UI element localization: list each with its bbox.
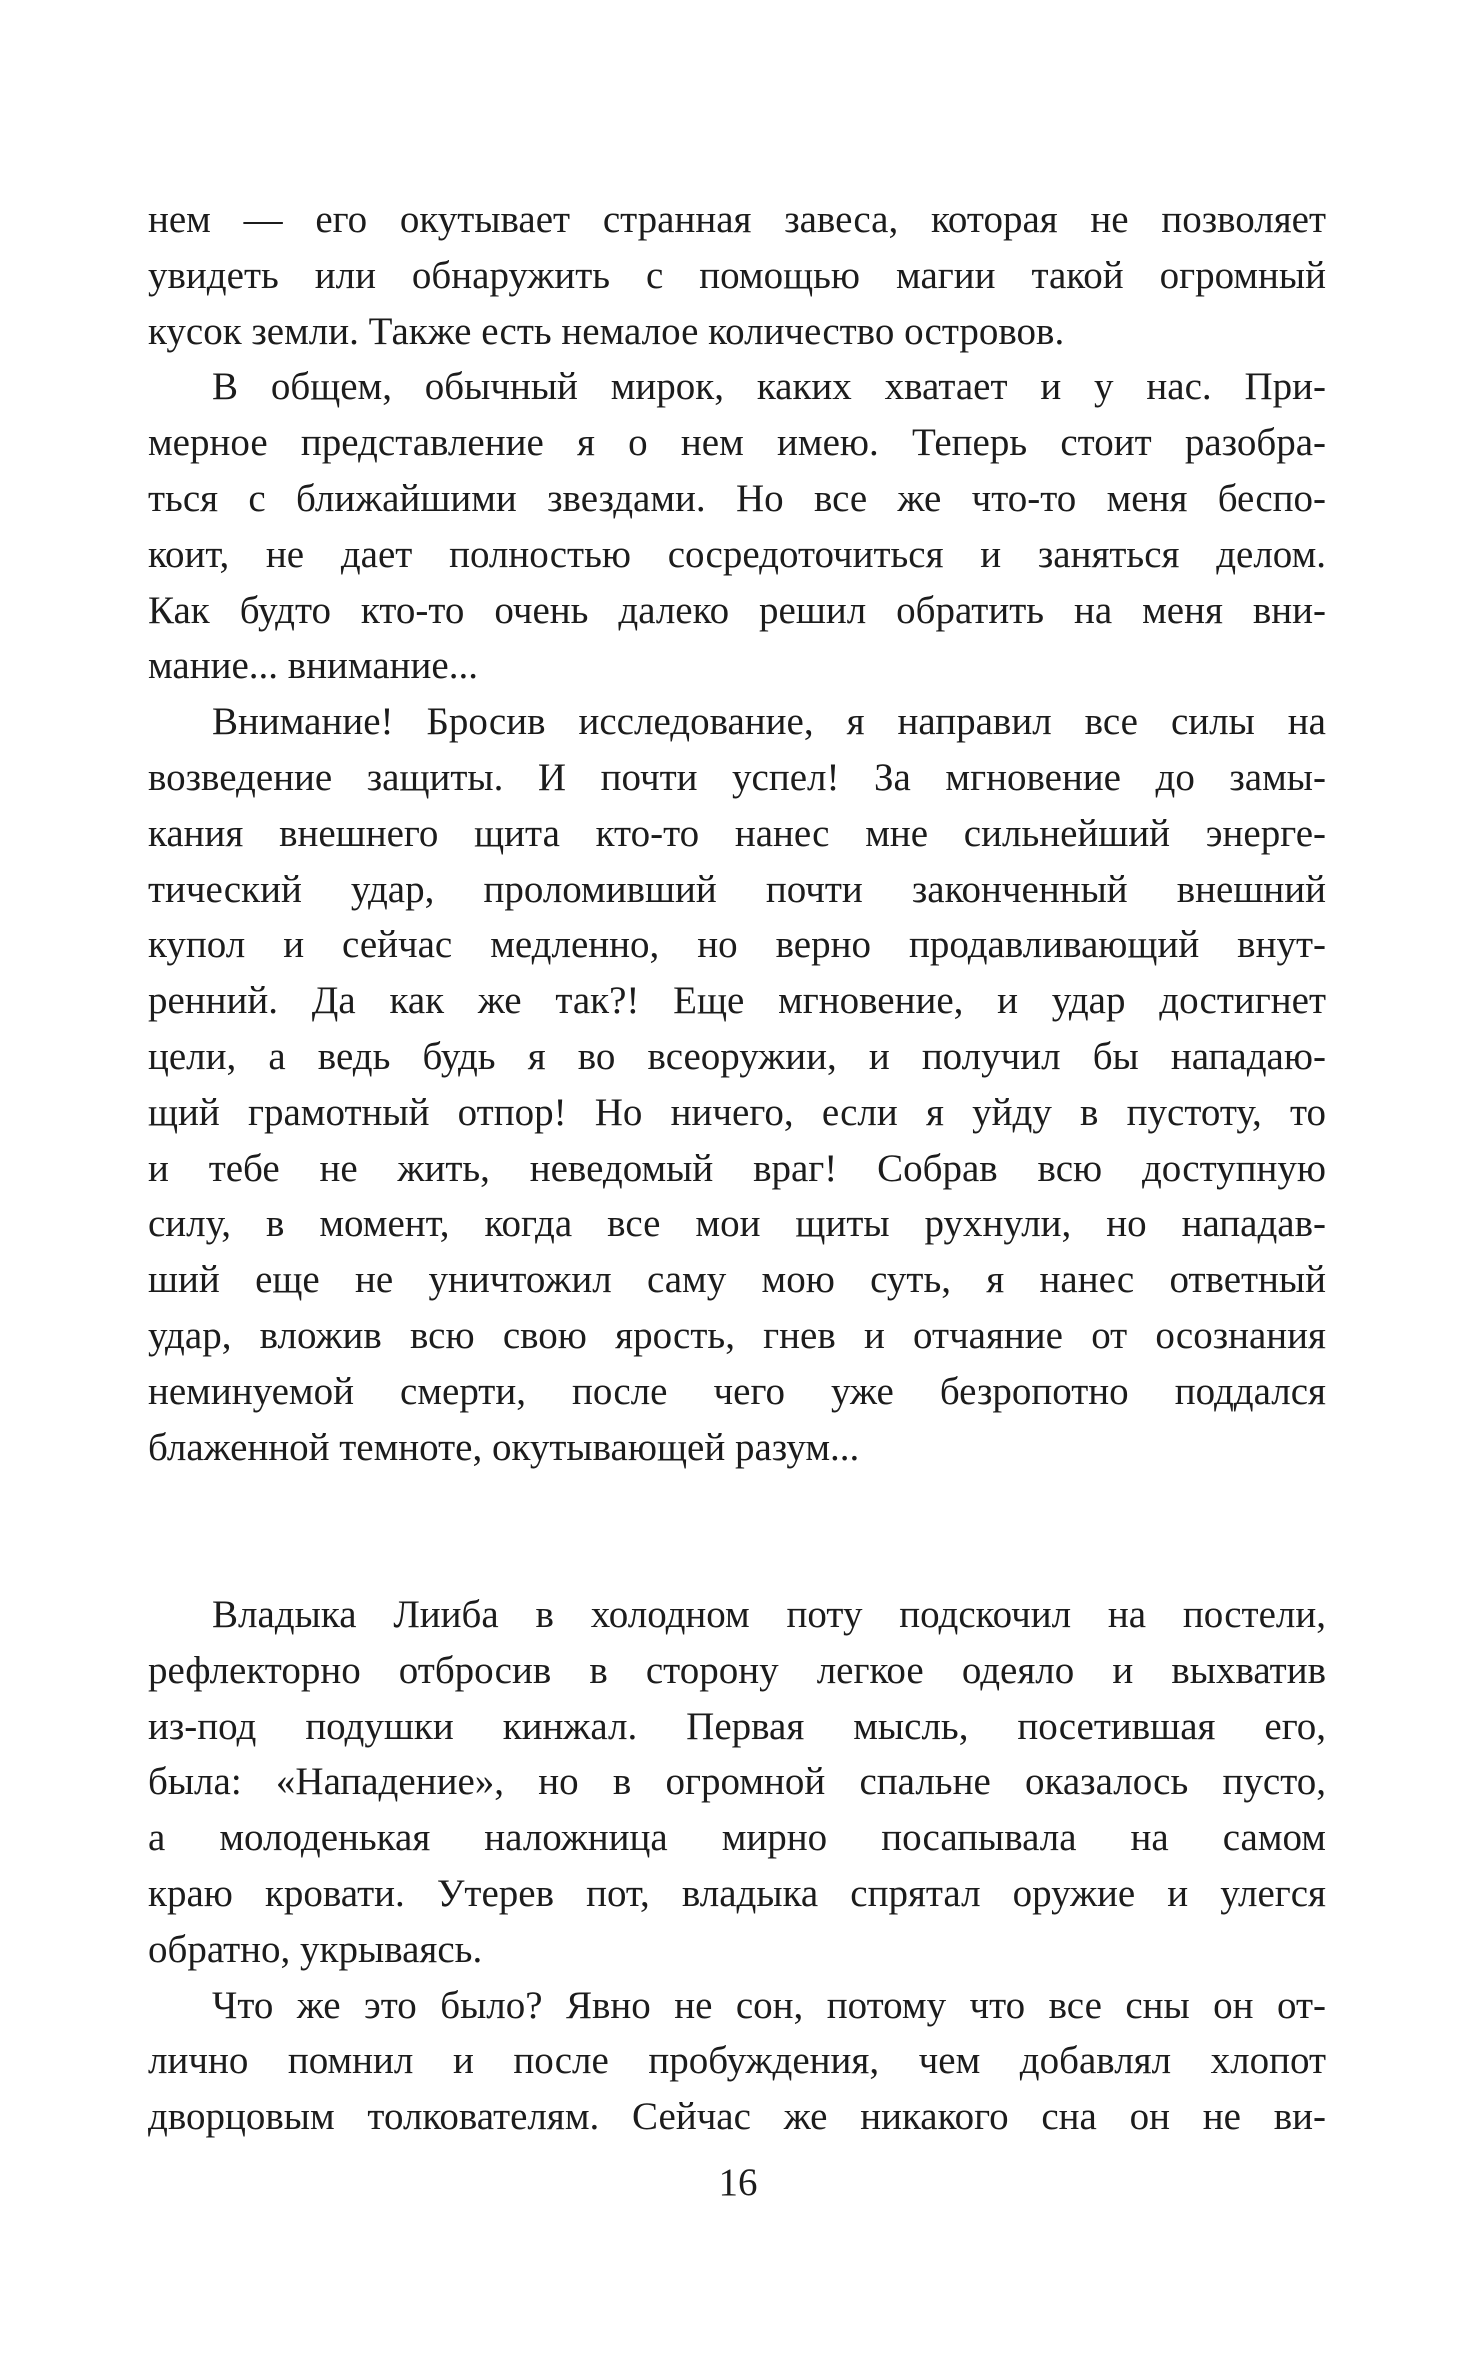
text-line: Как будто кто-то очень далеко решил обратить на меня вни-	[148, 588, 1326, 632]
text-line: дворцовым толкователям. Сейчас же никакого сна он не ви-	[148, 2095, 1326, 2139]
text-line: и тебе не жить, неведомый враг! Собрав всю доступную	[148, 1146, 1326, 1190]
text-line: лично помнил и после пробуждения, чем добавлял хлопот	[148, 2039, 1326, 2083]
text-line: купол и сейчас медленно, но верно продавливающий внут-	[148, 923, 1326, 967]
text-line: нем — его окутывает странная завеса, которая не позволяет	[148, 198, 1326, 241]
text-line: из-под подушки кинжал. Первая мысль, посетившая его,	[148, 1704, 1326, 1748]
text-line: была: «Нападение», но в огромной спальне оказалось пусто,	[148, 1760, 1326, 1804]
text-line: неминуемой смерти, после чего уже безропотно поддался	[148, 1369, 1326, 1413]
paragraph-end-line: кусок земли. Также есть немалое количество островов.	[148, 309, 1065, 353]
paragraph-start-line: В общем, обычный мирок, каких хватает и у нас. При-	[212, 365, 1326, 409]
paragraph-end-line: обратно, укрываясь.	[148, 1927, 483, 1971]
text-line: ший еще не уничтожил саму мою суть, я нанес ответный	[148, 1258, 1326, 1302]
text-line: удар, вложив всю свою ярость, гнев и отчаяние от осознания	[148, 1313, 1326, 1357]
text-line: силу, в момент, когда все мои щиты рухнули, но нападав-	[148, 1202, 1326, 1246]
text-line: увидеть или обнаружить с помощью магии такой огромный	[148, 253, 1326, 297]
paragraph-end-line: мание... внимание...	[148, 644, 478, 688]
paragraph-end-line: блаженной темноте, окутывающей разум...	[148, 1425, 860, 1469]
text-line: кания внешнего щита кто-то нанес мне сильнейший энерге-	[148, 811, 1326, 855]
section-break	[148, 1531, 1326, 1587]
section-break	[148, 1475, 1326, 1531]
paragraph-start-line: Владыка Лииба в холодном поту подскочил на постели,	[212, 1592, 1326, 1636]
text-line: а молоденькая наложница мирно посапывала на самом	[148, 1816, 1326, 1860]
text-line: ренний. Да как же так?! Еще мгновение, и удар достигнет	[148, 979, 1326, 1023]
paragraph-start-line: Внимание! Бросив исследование, я направил все силы на	[212, 700, 1326, 744]
text-line: тический удар, проломивший почти законченный внешний	[148, 867, 1326, 911]
paragraph-start-line: Что же это было? Явно не сон, потому что все сны он от-	[212, 1983, 1326, 2027]
text-line: мерное представление я о нем имею. Теперь стоит разобра-	[148, 421, 1326, 465]
text-line: ться с ближайшими звездами. Но все же что-то меня беспо-	[148, 476, 1326, 520]
text-line: щий грамотный отпор! Но ничего, если я уйду в пустоту, то	[148, 1090, 1326, 1134]
text-line: рефлекторно отбросив в сторону легкое одеяло и выхватив	[148, 1648, 1326, 1692]
page-body-text	[148, 192, 1326, 2145]
text-line: коит, не дает полностью сосредоточиться и заняться делом.	[148, 532, 1326, 576]
text-line: краю кровати. Утерев пот, владыка спрятал оружие и улегся	[148, 1871, 1326, 1915]
page-number: 16	[718, 2161, 758, 2204]
text-line: возведение защиты. И почти успел! За мгновение до замы-	[148, 755, 1326, 799]
text-line: цели, а ведь будь я во всеоружии, и получил бы нападаю-	[148, 1034, 1326, 1078]
